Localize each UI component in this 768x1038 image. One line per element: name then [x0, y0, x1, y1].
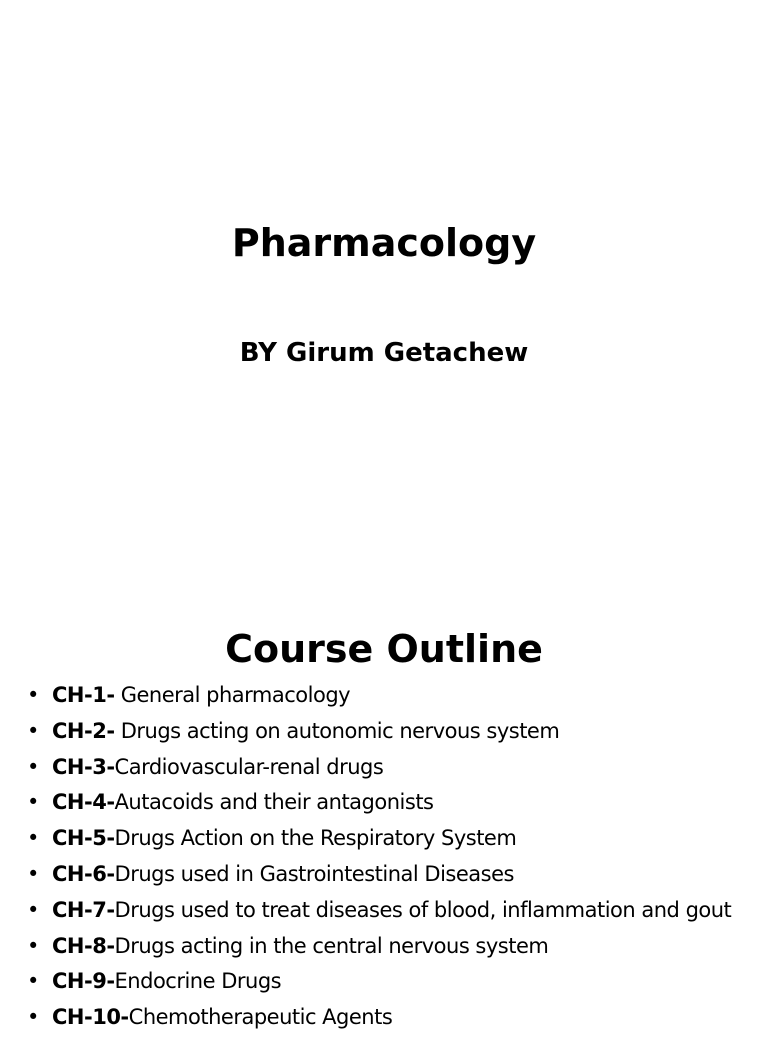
outline-item	[0, 859, 768, 895]
outline-item	[0, 752, 768, 788]
chapter-label: CH-9-	[52, 969, 115, 994]
bullet-icon: •	[27, 790, 39, 815]
chapter-label: CH-5-	[52, 826, 115, 851]
chapter-title: Drugs Action on the Respiratory System	[114, 826, 517, 851]
outline-item	[0, 680, 768, 716]
chapter-title: Drugs acting in the central nervous system	[114, 933, 549, 958]
bullet-icon: •	[27, 718, 39, 743]
chapter-label: CH-10-	[52, 1005, 129, 1030]
bullet-icon: •	[27, 861, 39, 886]
outline-item	[0, 895, 768, 931]
outline-item	[0, 931, 768, 967]
outline-item	[0, 966, 768, 1002]
chapter-title: Autacoids and their antagonists	[114, 790, 434, 815]
outline-list	[0, 680, 768, 1038]
outline-item	[0, 1002, 768, 1038]
chapter-title: Endocrine Drugs	[114, 969, 282, 994]
outline-heading: Course Outline	[225, 627, 543, 671]
chapter-title: Cardiovascular-renal drugs	[114, 754, 384, 779]
chapter-label: CH-6-	[52, 861, 115, 886]
bullet-icon: •	[27, 826, 39, 851]
chapter-label: CH-4-	[52, 790, 115, 815]
presentation-title: Pharmacology	[231, 221, 537, 265]
bullet-icon: •	[27, 683, 39, 707]
bullet-icon: •	[27, 754, 39, 779]
outline-item	[0, 823, 768, 859]
bullet-icon: •	[27, 897, 39, 922]
chapter-label: CH-7-	[52, 897, 115, 922]
chapter-label: CH-3-	[52, 754, 115, 779]
chapter-label: CH-8-	[52, 933, 115, 958]
chapter-label: CH-1-	[52, 683, 115, 707]
bullet-icon: •	[27, 969, 39, 994]
chapter-label: CH-2-	[52, 718, 115, 743]
outline-item	[0, 716, 768, 752]
presentation-author: BY Girum Getachew	[239, 338, 529, 368]
chapter-title: Drugs acting on autonomic nervous system	[114, 718, 560, 743]
chapter-title: Drugs used in Gastrointestinal Diseases	[114, 861, 514, 886]
bullet-icon: •	[27, 1005, 39, 1030]
chapter-title: Drugs used to treat diseases of blood, inflammation and gout	[114, 897, 732, 922]
outline-slide	[0, 576, 768, 1030]
chapter-title: General pharmacology	[114, 683, 351, 707]
chapter-title: Chemotherapeutic Agents	[128, 1005, 393, 1030]
bullet-icon: •	[27, 933, 39, 958]
outline-item	[0, 787, 768, 823]
